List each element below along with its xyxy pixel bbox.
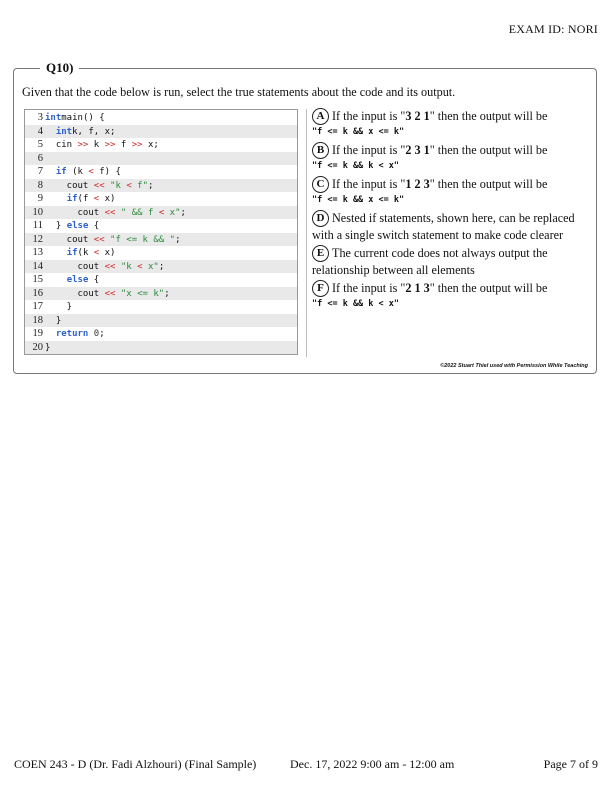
code-token: "k <box>110 180 127 191</box>
line-number: 13 <box>32 247 43 258</box>
code-token <box>45 127 56 137</box>
line-number: 3 <box>37 112 43 123</box>
option-letter: D <box>312 210 329 227</box>
line-number: 12 <box>32 233 43 245</box>
question-box <box>13 60 597 374</box>
code-token: cout <box>45 261 105 272</box>
code-token: < <box>126 180 132 191</box>
code-token: f <box>115 140 132 150</box>
copyright-note: ©2022 Stuart Thiel used with Permission While Teaching <box>440 363 588 369</box>
line-number: 16 <box>32 287 43 299</box>
code-token: x) <box>99 194 116 204</box>
code-token: "f <= k && " <box>110 234 176 245</box>
code-token <box>45 329 56 339</box>
code-token: } <box>45 221 67 231</box>
option-text-end: " then the output will be <box>429 109 548 123</box>
line-number: 10 <box>32 206 43 218</box>
code-token: "k <box>120 261 138 272</box>
code-line <box>25 165 297 179</box>
option-input-value: 3 2 1 <box>405 109 430 123</box>
code-token: < <box>137 261 143 272</box>
code-line <box>25 300 297 314</box>
code-token: << <box>104 288 116 299</box>
option-d[interactable] <box>312 210 594 243</box>
footer-date: Dec. 17, 2022 9:00 am - 12:00 am <box>290 757 455 771</box>
option-text: The current code does not always output the relationship between all elements <box>312 246 548 277</box>
option-text-end: " then the output will be <box>429 143 548 157</box>
line-number: 15 <box>32 274 43 285</box>
option-letter: F <box>312 280 329 297</box>
code-token <box>45 167 56 177</box>
code-token: int <box>45 113 62 123</box>
code-token: x; <box>142 140 159 150</box>
line-number: 19 <box>32 328 43 339</box>
code-token: 0 <box>93 329 100 339</box>
code-token: cout <box>45 288 105 299</box>
code-token: << <box>93 234 105 245</box>
line-number: 11 <box>32 220 43 231</box>
code-token: { <box>88 275 100 285</box>
line-number: 20 <box>32 341 43 353</box>
code-line <box>25 152 297 166</box>
code-token: else <box>66 275 89 285</box>
option-text-end: " then the output will be <box>429 177 548 191</box>
code-token: < <box>93 248 100 258</box>
code-token: << <box>93 180 105 191</box>
option-text: If the input is " <box>332 177 406 191</box>
code-token: cout <box>45 234 94 245</box>
footer-page-number: Page 7 of 9 <box>543 757 598 771</box>
option-text: If the input is " <box>332 109 406 123</box>
option-text: If the input is " <box>332 143 406 157</box>
code-line <box>25 192 297 206</box>
code-token: if <box>55 167 67 177</box>
line-number: 18 <box>32 314 43 326</box>
code-token: { <box>88 221 100 231</box>
code-token: if <box>66 194 78 204</box>
code-line <box>25 233 297 247</box>
code-token <box>45 248 67 258</box>
question-prompt: Given that the code below is run, select the true statements about the code and its output. <box>22 85 456 99</box>
code-token: "x <= k" <box>120 288 165 299</box>
code-token: ; <box>158 261 165 272</box>
code-line <box>25 246 297 260</box>
option-output-code: "f <= k && x <= k" <box>312 195 405 205</box>
option-text-end: " then the output will be <box>429 281 548 295</box>
code-token: cout <box>45 207 105 218</box>
code-token: } <box>45 302 73 312</box>
code-token: " && f <box>120 207 159 218</box>
code-token: k <box>88 140 105 150</box>
code-line <box>25 287 297 301</box>
code-token <box>45 275 67 285</box>
option-output-code: "f <= k && k < x" <box>312 161 399 171</box>
code-line <box>25 327 297 341</box>
code-token: x) <box>99 248 116 258</box>
code-line <box>25 138 297 152</box>
code-token: ; <box>99 329 105 339</box>
code-line <box>25 206 297 220</box>
code-listing <box>24 109 298 355</box>
option-a[interactable] <box>312 108 594 140</box>
line-number: 9 <box>37 193 43 204</box>
code-token: ; <box>148 180 154 191</box>
code-token: >> <box>77 140 89 150</box>
option-input-value: 2 3 1 <box>405 143 430 157</box>
answer-options <box>312 108 594 314</box>
code-token: if <box>66 248 78 258</box>
code-token: x" <box>164 207 181 218</box>
code-token: < <box>158 207 165 218</box>
code-token: } <box>45 342 51 353</box>
code-token: << <box>104 207 116 218</box>
option-letter: C <box>312 176 329 193</box>
code-line <box>25 273 297 287</box>
code-token: (f <box>77 194 94 204</box>
code-token: (k <box>66 167 89 177</box>
code-token: main() { <box>61 113 105 123</box>
option-letter: E <box>312 245 329 262</box>
code-token: f" <box>131 180 148 191</box>
code-line <box>25 219 297 233</box>
code-token: ; <box>175 234 181 245</box>
footer-course: COEN 243 - D (Dr. Fadi Alzhouri) (Final Sample) <box>14 757 257 771</box>
code-token: return <box>55 329 89 339</box>
code-token: cout <box>45 180 94 191</box>
option-output-code: "f <= k && x <= k" <box>312 127 405 137</box>
code-line <box>25 179 297 193</box>
code-line <box>25 111 297 125</box>
code-token: x" <box>142 261 159 272</box>
line-number: 14 <box>32 260 43 272</box>
code-line <box>25 260 297 274</box>
option-b[interactable] <box>312 142 594 174</box>
code-token: k, f, x; <box>72 126 116 137</box>
line-number: 17 <box>32 301 43 312</box>
exam-id: EXAM ID: NORI <box>508 22 598 36</box>
code-token: ; <box>180 207 186 218</box>
divider <box>306 109 307 357</box>
option-text: If the input is " <box>332 281 406 295</box>
code-line <box>25 125 297 139</box>
code-token: >> <box>104 140 116 150</box>
option-c[interactable] <box>312 176 594 208</box>
code-line <box>25 314 297 328</box>
code-token: < <box>88 167 94 177</box>
line-number: 6 <box>37 152 43 164</box>
line-number: 7 <box>37 166 43 177</box>
option-input-value: 1 2 3 <box>405 177 430 191</box>
code-line <box>25 341 297 355</box>
code-token: < <box>93 194 100 204</box>
code-token: (k <box>77 248 94 258</box>
line-number: 8 <box>37 179 43 191</box>
option-input-value: 2 1 3 <box>405 281 430 295</box>
option-output-code: "f <= k && k < x" <box>312 299 399 309</box>
option-e[interactable] <box>312 245 594 278</box>
code-token <box>45 194 67 204</box>
code-token: >> <box>131 140 143 150</box>
line-number: 5 <box>37 139 43 150</box>
option-letter: B <box>312 142 329 159</box>
option-text: Nested if statements, shown here, can be replaced with a single switch statement to make code clearer <box>312 211 575 242</box>
option-f[interactable] <box>312 280 594 312</box>
line-number: 4 <box>37 125 43 137</box>
code-token: << <box>104 261 116 272</box>
code-token: ; <box>164 288 170 299</box>
code-token: else <box>66 221 89 231</box>
question-label: Q10) <box>40 60 79 76</box>
option-letter: A <box>312 108 329 125</box>
code-token: f) { <box>93 167 121 177</box>
code-token: int <box>55 126 73 137</box>
code-token: } <box>45 315 62 326</box>
code-token: cin <box>45 140 78 150</box>
